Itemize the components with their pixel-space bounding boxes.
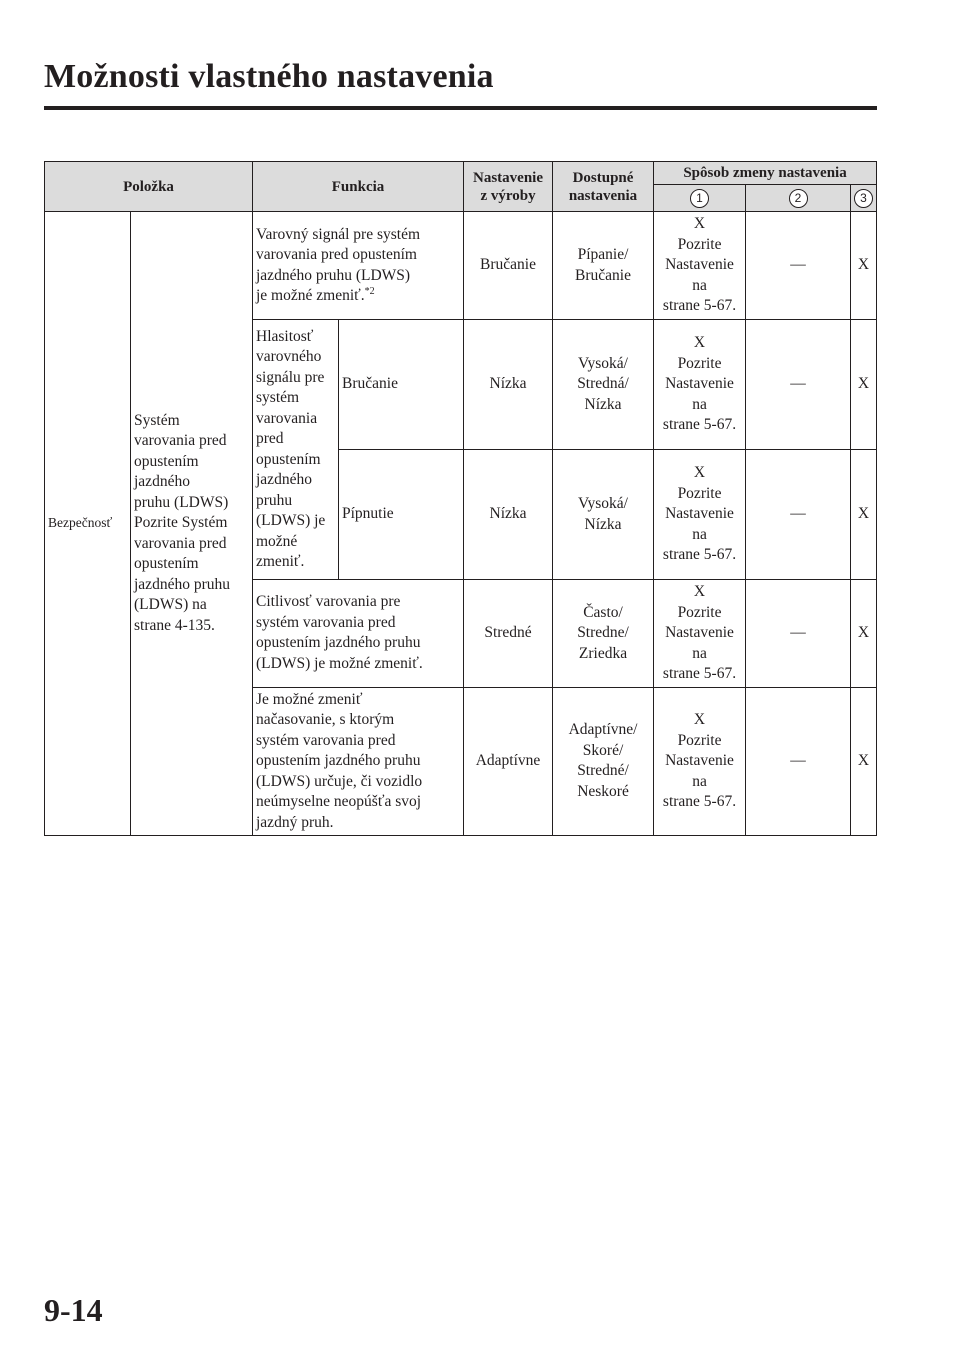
- footnote-marker: *2: [364, 285, 375, 297]
- available-cell: Často/ Stredne/ Zriedka: [553, 580, 654, 688]
- method-1-cell: X Pozrite Nastavenie na strane 5-67.: [654, 450, 746, 580]
- method-3-cell: X: [851, 687, 877, 836]
- header-function: Funkcia: [253, 162, 464, 212]
- factory-cell: Nízka: [464, 450, 553, 580]
- volume-group-cell: Hlasitosť varovného signálu pre systém varovania pred opustením jazdného pruhu (LDWS) je možné zmeniť.: [253, 320, 339, 580]
- function-cell: Je možné zmeniť načasovanie, s ktorým systém varovania pred opustením jazdného pruhu (LDWS) určuje, či vozidlo neúmyselne neopúšťa svoj jazdný pruh.: [253, 687, 464, 836]
- function-text: Varovný signál pre systém varovania pred opustením jazdného pruhu (LDWS) je možné zmeniť.: [256, 225, 421, 304]
- method-2-header: [746, 185, 851, 212]
- header-factory-setting: Nastavenie z výroby: [464, 162, 553, 212]
- function-cell: Pípnutie: [339, 450, 464, 580]
- available-cell: Pípanie/ Bručanie: [553, 212, 654, 320]
- method-2-cell: —: [746, 580, 851, 688]
- factory-cell: Bručanie: [464, 212, 553, 320]
- method-1-cell: X Pozrite Nastavenie na strane 5-67.: [654, 580, 746, 688]
- settings-table: [44, 161, 877, 836]
- factory-cell: Nízka: [464, 320, 553, 450]
- method-3-cell: X: [851, 320, 877, 450]
- table-row: [45, 212, 877, 320]
- circled-2-icon: 2: [789, 189, 808, 208]
- circled-1-icon: 1: [690, 189, 709, 208]
- header-change-method: Spôsob zmeny nastavenia: [654, 162, 877, 185]
- method-3-cell: X: [851, 212, 877, 320]
- page-number: 9-14: [44, 1292, 103, 1328]
- available-cell: Vysoká/ Nízka: [553, 450, 654, 580]
- factory-cell: Stredné: [464, 580, 553, 688]
- function-cell: Citlivosť varovania pre systém varovania pred opustením jazdného pruhu (LDWS) je možné zmeniť.: [253, 580, 464, 688]
- factory-cell: Adaptívne: [464, 687, 553, 836]
- method-1-cell: X Pozrite Nastavenie na strane 5-67.: [654, 687, 746, 836]
- method-1-cell: X Pozrite Nastavenie na strane 5-67.: [654, 320, 746, 450]
- circled-3-icon: 3: [854, 189, 873, 208]
- method-3-header: [851, 185, 877, 212]
- title-divider: [44, 106, 877, 110]
- method-1-cell: X Pozrite Nastavenie na strane 5-67.: [654, 212, 746, 320]
- available-cell: Vysoká/ Stredná/ Nízka: [553, 320, 654, 450]
- page-title: Možnosti vlastného nastavenia: [44, 58, 494, 95]
- function-cell: [253, 212, 464, 320]
- method-2-cell: —: [746, 450, 851, 580]
- subcategory-cell: Systém varovania pred opustením jazdného pruhu (LDWS) Pozrite Systém varovania pred opustením jazdného pruhu (LDWS) na strane 4-135.: [131, 212, 253, 836]
- available-cell: Adaptívne/ Skoré/ Stredné/ Neskoré: [553, 687, 654, 836]
- header-item: Položka: [45, 162, 253, 212]
- method-3-cell: X: [851, 450, 877, 580]
- method-2-cell: —: [746, 687, 851, 836]
- method-2-cell: —: [746, 212, 851, 320]
- method-3-cell: X: [851, 580, 877, 688]
- method-1-header: [654, 185, 746, 212]
- function-cell: Bručanie: [339, 320, 464, 450]
- header-available-settings: Dostupné nastavenia: [553, 162, 654, 212]
- category-cell: Bezpečnosť: [45, 212, 131, 836]
- table-header-row: [45, 162, 877, 185]
- method-2-cell: —: [746, 320, 851, 450]
